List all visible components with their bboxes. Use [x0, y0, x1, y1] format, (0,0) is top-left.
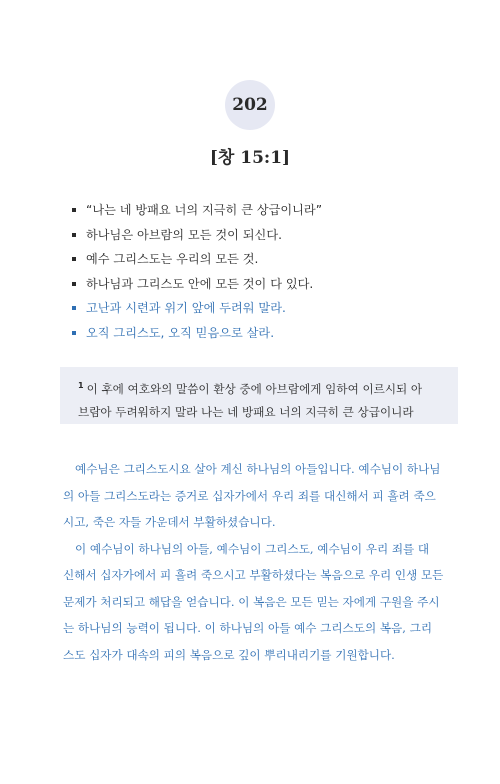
scripture-reference: [창 15:1] [209, 148, 291, 168]
verse-line [78, 374, 446, 401]
bullet-square-icon [72, 282, 76, 286]
commentary-line: 예수님은 그리스도시요 살아 계신 하나님의 아들입니다. 예수님이 하나님 [75, 462, 441, 476]
key-point-text: 오직 그리스도, 오직 믿음으로 살라. [86, 325, 275, 340]
key-point-text: 하나님은 아브람의 모든 것이 되신다. [86, 227, 282, 242]
key-point [72, 223, 322, 248]
key-point-text: 고난과 시련과 위기 앞에 두려워 말라. [86, 301, 286, 315]
key-point-highlight [72, 296, 322, 321]
bullet-square-icon [72, 208, 76, 212]
bullet-square-icon [72, 257, 76, 261]
commentary-line: 시고, 죽은 자들 가운데서 부활하셨습니다. [63, 515, 276, 529]
commentary-line: 스도 십자가 대속의 피의 복음으로 깊이 뿌리내리기를 기원합니다. [63, 647, 395, 662]
verse-box [60, 367, 458, 424]
verse-text: 이 후에 여호와의 말씀이 환상 중에 아브람에게 임하여 이르시되 아 [86, 381, 423, 396]
key-point-text: 예수 그리스도는 우리의 모든 것. [86, 252, 259, 266]
key-point-text: “나는 네 방패요 너의 지극히 큰 상급이니라” [86, 203, 323, 217]
page-number: 202 [225, 80, 275, 130]
key-point-highlight [72, 321, 322, 346]
page-number-container [0, 80, 500, 130]
key-point-text: 하나님과 그리스도 안에 모든 것이 다 있다. [86, 276, 314, 291]
commentary-line: 는 하나님의 능력이 됩니다. 이 하나님의 아들 예수 그리스도의 복음, 그리 [63, 621, 433, 635]
bullet-square-icon [72, 233, 76, 237]
bullet-square-icon [72, 306, 76, 310]
commentary-line: 이 예수님이 하나님의 아들, 예수님이 그리스도, 예수님이 우리 죄를 대 [75, 541, 430, 556]
bullet-square-icon [72, 331, 76, 335]
key-point [72, 198, 322, 223]
commentary-line: 문제가 처리되고 해답을 얻습니다. 이 복음은 모든 믿는 자에게 구원을 주시 [63, 594, 440, 609]
key-point [72, 272, 322, 297]
commentary-line: 신해서 십자가에서 피 흘려 죽으시고 부활하셨다는 복음으로 우리 인생 모든 [63, 568, 444, 582]
commentary-text [63, 456, 458, 668]
key-points-list [72, 198, 322, 345]
verse-number: 1 [78, 381, 84, 390]
commentary-line: 의 아들 그리스도라는 증거로 십자가에서 우리 죄를 대신해서 피 흘려 죽으 [63, 488, 436, 503]
verse-line: 브람아 두려워하지 말라 나는 네 방패요 너의 지극히 큰 상급이니라 [78, 404, 414, 419]
key-point [72, 247, 322, 272]
